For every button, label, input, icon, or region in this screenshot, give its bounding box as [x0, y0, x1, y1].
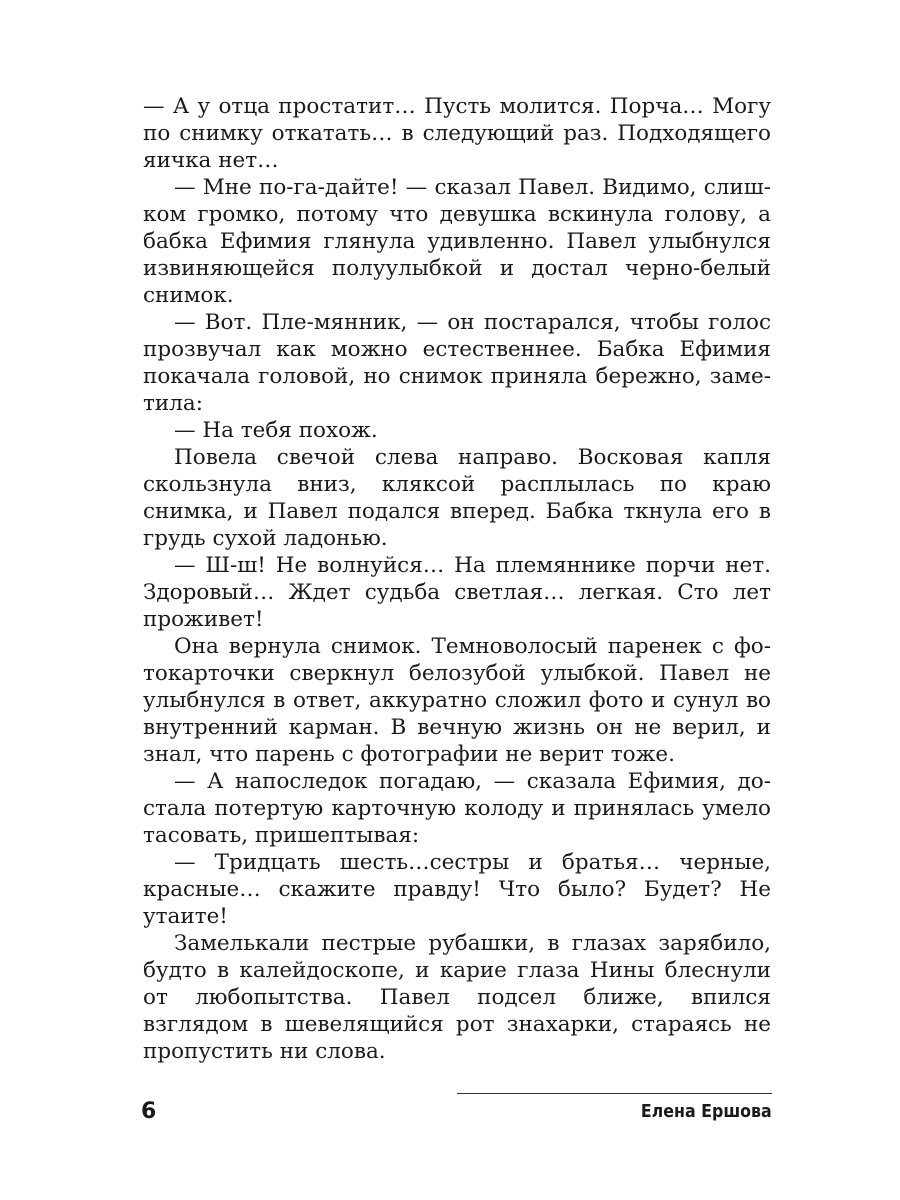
paragraph: Она вернула снимок. Темноволосый паренек с фотокарточки сверкнул белозубой улыбкой. Павел не улыбнулся в ответ, аккуратно сложил фото и сунул во внутренний карман. В вечную жизнь он не верил, и знал, что парень с фотографии не верит тоже. — [143, 634, 771, 767]
paragraph: — На тебя похож. — [174, 418, 378, 443]
body-text — [143, 93, 771, 1065]
paragraph: Замелькали пестрые рубашки, в глазах зарябило, будто в калейдоскопе, и карие глаза Нины блеснули от любопытства. Павел подсел ближе, впился взглядом в шевелящийся рот знахарки, стараясь не пропустить ни слова. — [143, 931, 771, 1064]
paragraph: — А напоследок погадаю, — сказала Ефимия, достала потертую карточную колоду и принялась умело тасовать, пришептывая: — [143, 769, 771, 848]
paragraph: — Ш-ш! Не волнуйся… На племяннике порчи нет. Здоровый… Ждет судьба светлая… легкая. Сто лет проживет! — [143, 553, 771, 632]
paragraph: — Тридцать шесть…сестры и братья… черные, красные… скажите правду! Что было? Будет? Не утаите! — [143, 850, 771, 929]
paragraph: Повела свечой слева направо. Восковая капля скользнула вниз, кляксой расплылась по краю снимка, и Павел подался вперед. Бабка ткнула его в грудь сухой ладонью. — [143, 445, 771, 551]
paragraph: — А у отца простатит… Пусть молится. Порча… Могу по снимку откатать… в следующий раз. Подходящего яичка нет… — [143, 94, 771, 173]
paragraph: — Вот. Пле-мянник, — он постарался, чтобы голос прозвучал как можно естественнее. Бабка Ефимия покачала головой, но снимок приняла бережно, заметила: — [143, 310, 771, 416]
paragraph: — Мне по-га-дайте! — сказал Павел. Видимо, слишком громко, потому что девушка вскинула голову, а бабка Ефимия глянула удивленно. Павел улыбнулся извиняющейся полуулыбкой и достал черно-белый снимок. — [143, 175, 771, 308]
footer-rule — [457, 1093, 772, 1094]
page-number: 6 — [141, 1099, 157, 1124]
running-footer-author: Елена Ершова — [641, 1101, 772, 1122]
